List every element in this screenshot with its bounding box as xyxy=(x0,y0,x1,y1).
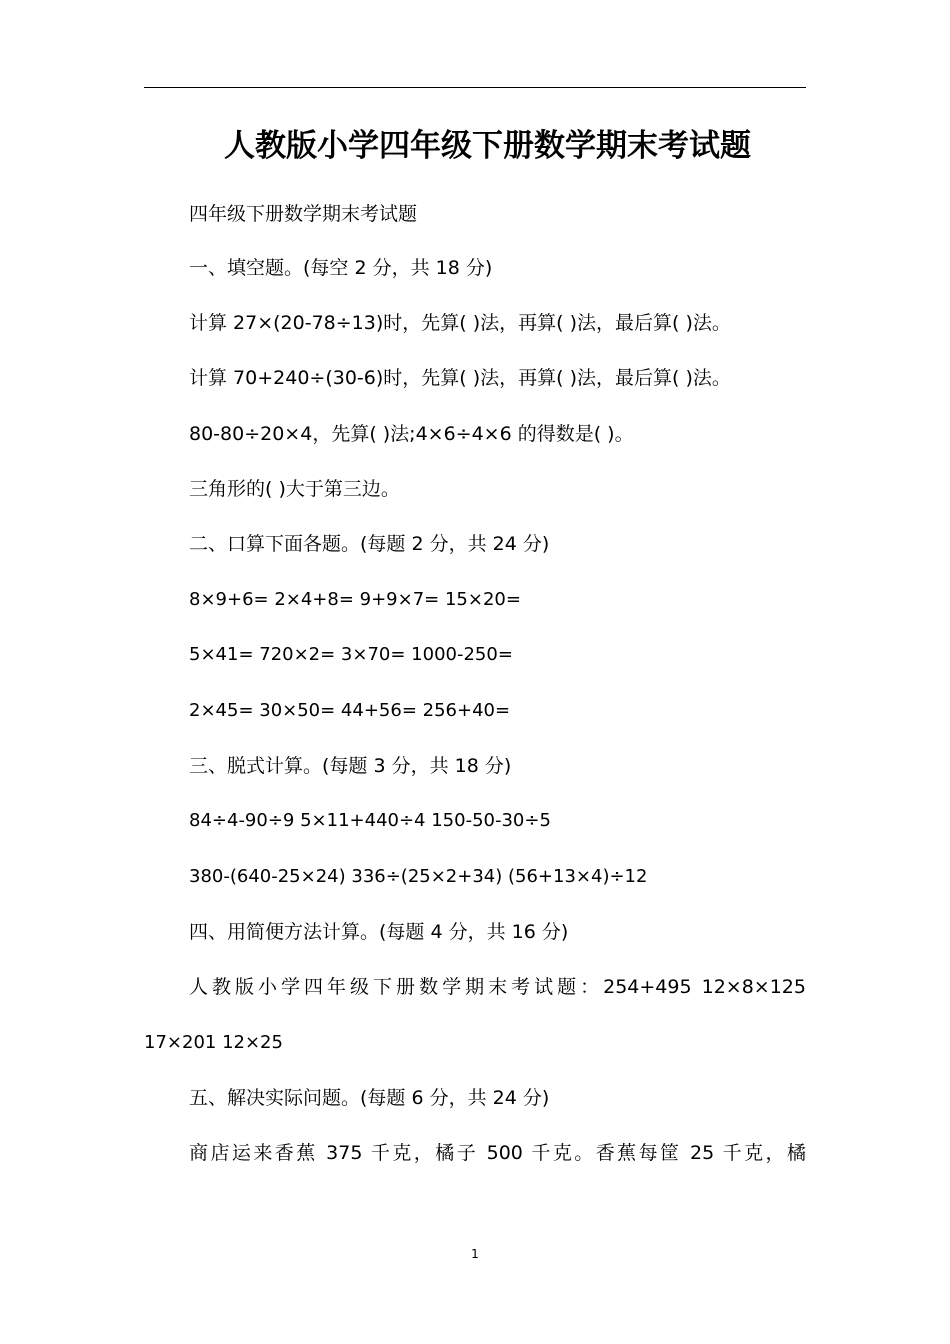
question-line-continued: 17×201 12×25 xyxy=(144,1032,283,1053)
question-line: 商店运来香蕉 375 千克，橘子 500 千克。香蕉每筐 25 千克，橘 xyxy=(189,1142,806,1164)
question-line: 计算 27×(20-78÷13)时，先算( )法，再算( )法，最后算( )法。 xyxy=(189,312,731,334)
subtitle-line: 四年级下册数学期末考试题 xyxy=(189,203,418,225)
header-rule xyxy=(144,87,806,88)
section-heading-oral-calc: 二、口算下面各题。(每题 2 分，共 24 分) xyxy=(189,533,550,555)
question-line: 人教版小学四年级下册数学期末考试题：254+495 12×8×125 xyxy=(189,976,806,998)
section-heading-step-calc: 三、脱式计算。(每题 3 分，共 18 分) xyxy=(189,755,512,777)
page-number: 1 xyxy=(471,1247,479,1261)
section-heading-word-problems: 五、解决实际问题。(每题 6 分，共 24 分) xyxy=(189,1087,550,1109)
question-line: 80-80÷20×4，先算( )法;4×6÷4×6 的得数是( )。 xyxy=(189,423,634,445)
section-heading-simplified-calc: 四、用简便方法计算。(每题 4 分，共 16 分) xyxy=(189,921,569,943)
question-line: 380-(640-25×24) 336÷(25×2+34) (56+13×4)÷12 xyxy=(189,866,648,887)
section-heading-fill-blank: 一、填空题。(每空 2 分，共 18 分) xyxy=(189,257,493,279)
question-line: 8×9+6= 2×4+8= 9+9×7= 15×20= xyxy=(189,589,521,610)
question-line: 三角形的( )大于第三边。 xyxy=(189,478,400,500)
question-line: 2×45= 30×50= 44+56= 256+40= xyxy=(189,700,511,721)
question-line: 84÷4-90÷9 5×11+440÷4 150-50-30÷5 xyxy=(189,810,551,831)
question-line: 计算 70+240÷(30-6)时，先算( )法，再算( )法，最后算( )法。 xyxy=(189,367,731,389)
question-line: 5×41= 720×2= 3×70= 1000-250= xyxy=(189,644,513,665)
document-title: 人教版小学四年级下册数学期末考试题 xyxy=(224,128,751,164)
